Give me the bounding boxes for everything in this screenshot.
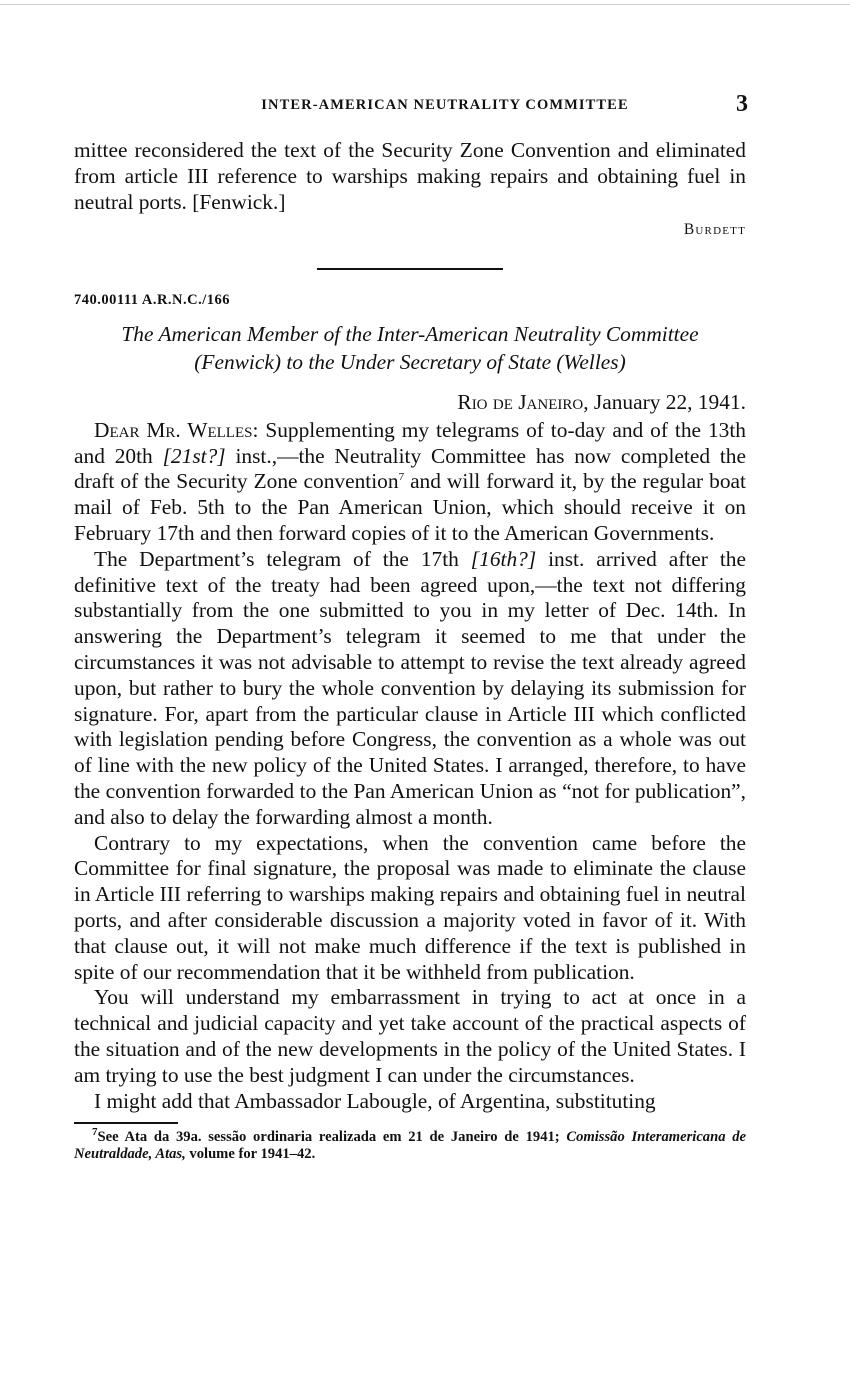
dateline bbox=[74, 390, 746, 416]
footnote-text: volume for 1941–42. bbox=[189, 1146, 316, 1163]
letter-paragraph-2 bbox=[74, 547, 746, 831]
footnote-text: See Ata da 39a. sessão ordinaria realizada em 21 de Janeiro de 1941; bbox=[97, 1129, 560, 1146]
footnote-divider bbox=[74, 1122, 178, 1124]
footnote-reference: 7 bbox=[398, 471, 405, 484]
paragraph-text: inst.,—the Neutrality Committee has now completed the draft of the Security Zone convention bbox=[74, 443, 746, 494]
paragraph-text: and will forward it, by the regular boat mail of Feb. 5th to the Pan American Union, which should receive it on February 17th and then forward copies of it to the American Governments. bbox=[74, 469, 746, 545]
letter-paragraph-1 bbox=[74, 418, 746, 547]
letter-paragraph-4: You will understand my embarrassment in trying to act at once in a technical and judicial capacity and yet take account of the practical aspects of the situation and of the new developments in the policy of the United States. I am trying to use the best judgment I can under the circumstances. bbox=[74, 985, 746, 1087]
section-divider bbox=[317, 268, 503, 270]
dateline-date: January 22, 1941. bbox=[593, 389, 746, 414]
page-number: 3 bbox=[736, 91, 748, 117]
paragraph-text: Supplementing my telegrams of to-day and of the 13th and 20th bbox=[74, 417, 746, 468]
file-number: 740.00111 A.R.N.C./166 bbox=[74, 292, 231, 309]
running-head: INTER-AMERICAN NEUTRALITY COMMITTEE bbox=[261, 97, 629, 113]
paragraph-text: The Department’s telegram of the 17th bbox=[94, 546, 459, 571]
paragraph-text: inst. arrived after the definitive text of the treaty had been agreed upon,—the text not differing substantially from the one submitted to you in my letter of Dec. 14th. In answering the Department’s telegram it seemed to me that under the circumstances it was not advisable to attempt to revise the text already agreed upon, but rather to bury the whole convention by delaying its submission for signature. For, apart from the particular clause in Article III which conflicted with legislation pending before Congress, the convention as a whole was out of line with the new policy of the United States. I arranged, therefore, to have the convention forwarded to the Pan American Union as “not for publication”, and also to delay the forwarding almost a month. bbox=[74, 546, 746, 829]
page-body bbox=[74, 138, 746, 1163]
footnote bbox=[74, 1126, 746, 1163]
salutation: Dear Mr. Welles: bbox=[94, 417, 259, 442]
document-title-line-2: (Fenwick) to the Under Secretary of State (Welles) bbox=[194, 349, 626, 374]
scan-top-edge bbox=[0, 4, 850, 5]
footnote-marker: 7 bbox=[92, 1126, 98, 1139]
editorial-bracket: [21st?] bbox=[162, 443, 226, 468]
opening-paragraph: mittee reconsidered the text of the Security Zone Convention and eliminated from article III reference to warships making repairs and obtaining fuel in neutral ports. [Fenwick.] bbox=[74, 138, 746, 214]
footnote-title: Comissão Interamericana de Neutraldade, Atas, bbox=[74, 1129, 746, 1163]
signature: Burdett bbox=[683, 221, 746, 239]
editorial-bracket: [16th?] bbox=[470, 546, 537, 571]
letter-paragraph-5: I might add that Ambassador Labougle, of Argentina, substituting bbox=[94, 1088, 656, 1113]
document-title bbox=[74, 320, 746, 376]
letter-paragraph-3: Contrary to my expectations, when the convention came before the Committee for final signature, the proposal was made to eliminate the clause in Article III referring to warships making repairs and obtaining fuel in neutral ports, and after considerable discussion a majority voted in favor of it. With that clause out, it will not make much difference if the text is published in spite of our recommendation that it be withheld from publication. bbox=[74, 830, 746, 984]
page-header bbox=[72, 93, 748, 123]
document-title-line-1: The American Member of the Inter-American Neutrality Committee bbox=[121, 321, 699, 346]
dateline-place: Rio de Janeiro, bbox=[457, 389, 589, 414]
